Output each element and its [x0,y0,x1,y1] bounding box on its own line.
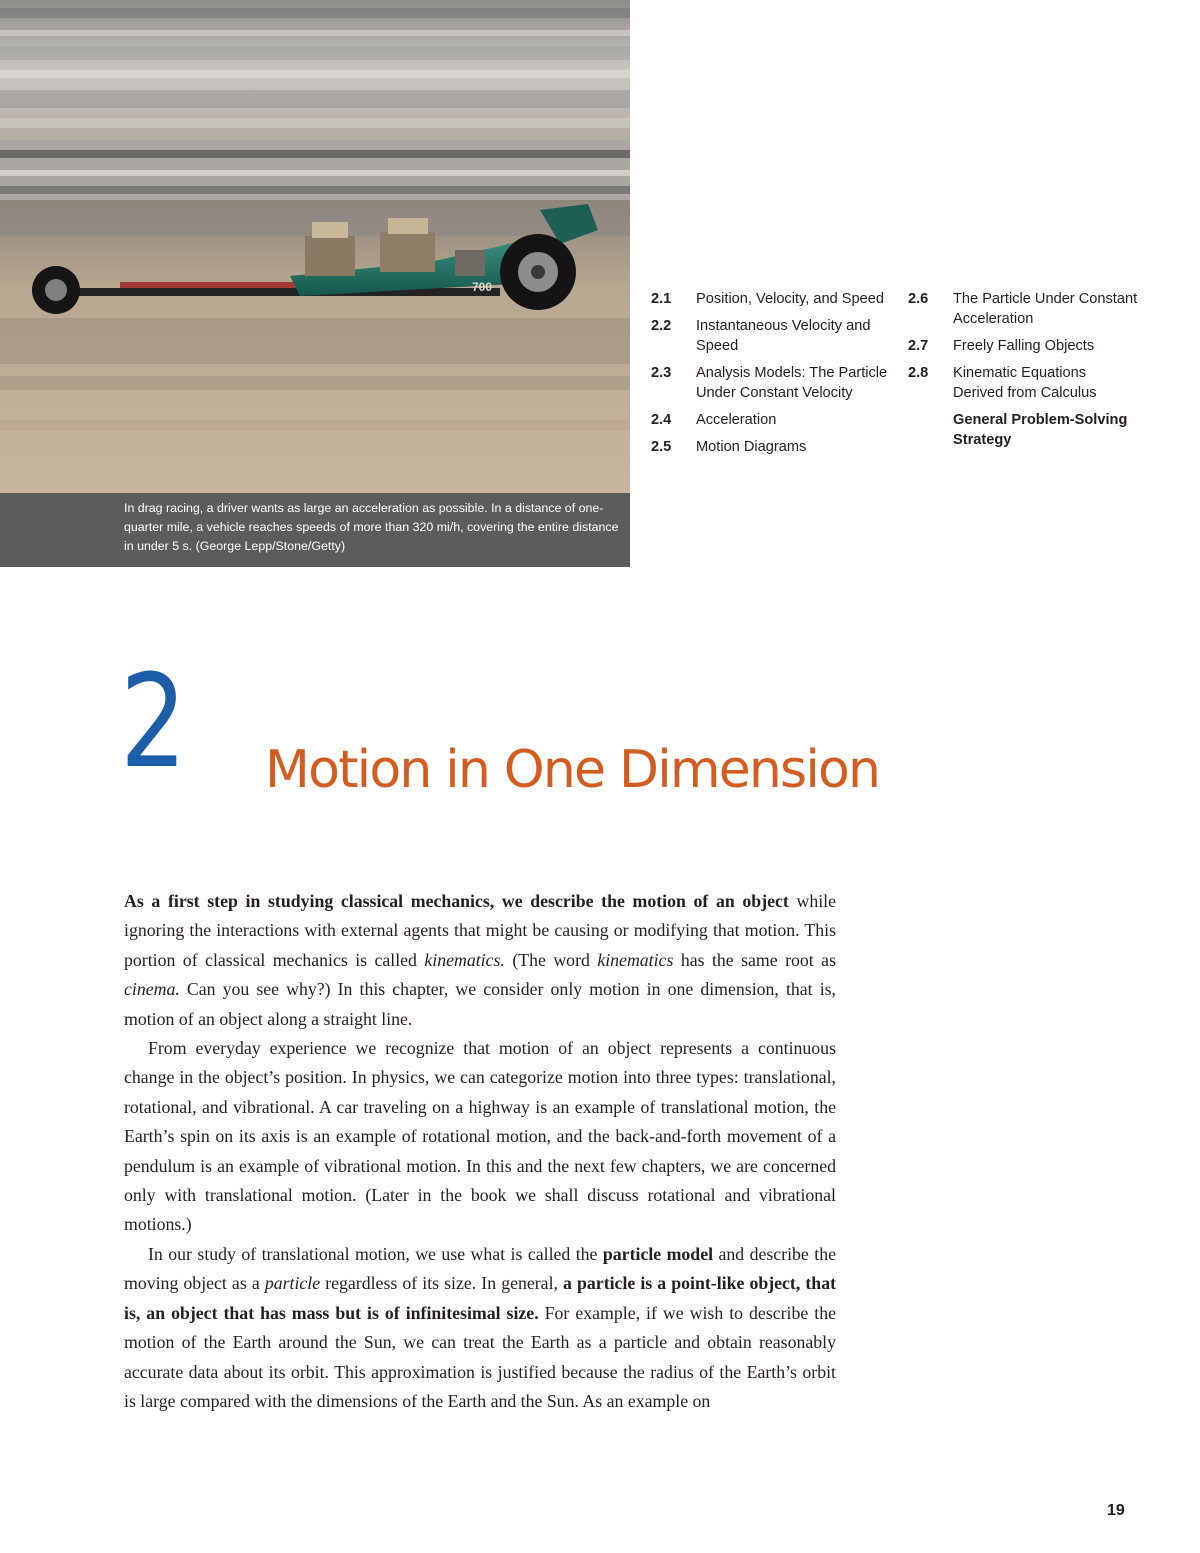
toc-entry [908,336,1138,356]
toc-entry [651,289,891,309]
toc-title: Acceleration [696,412,777,428]
text-run: and describe the moving object as a [124,1243,836,1294]
text-run: cinema. [124,979,180,1000]
toc-entry [651,410,891,430]
paragraph [124,1240,836,1416]
text-run: while ignoring the interactions with external agents that might be causing or modifying that motion. This portion of classical mechanics is called [124,891,836,970]
toc-title: Freely Falling Objects [953,338,1095,354]
text-run: For example, if we wish to describe the motion of the Earth around the Sun, we can treat the Earth as a particle and obtain reasonably accurate data about its orbit. This approximation is justified because the radius of the Earth’s orbit is large compared with the dimensions of the Earth and the Sun. As an example on [124,1302,837,1411]
contents-column-1 [651,289,891,464]
text-run: a particle is a point-like object, that is, an object that has mass but is of infinitesimal size. [124,1273,837,1323]
toc-entry [908,363,1138,403]
text-run: particle [264,1273,321,1294]
page-number: 19 [1107,1502,1125,1519]
text-run: has the same root as [673,949,836,970]
toc-title: Instantaneous Velocity and Speed [696,318,871,354]
toc-entry [651,437,891,457]
toc-title: Position, Velocity, and Speed [696,291,884,307]
toc-title: Analysis Models: The Particle Under Constant Velocity [696,365,888,401]
toc-number: 2.6 [908,291,929,307]
contents-column-2 [908,289,1138,450]
text-run: kinematics. [424,949,505,970]
text-run: From everyday experience we recognize that motion of an object represents a continuous change in the object’s position. In physics, we can categorize motion into three types: translational, rotational, and vibrational. A car traveling on a highway is an example of translational motion, the Earth’s spin on its axis is an example of rotational motion, and the back-and-forth movement of a pendulum is an example of vibrational motion. In this and the next few chapters, we are concerned only with translational motion. (Later in the book we shall discuss rotational and vibrational motions.) [124,1038,836,1235]
chapter-body [124,887,836,1416]
toc-number: 2.1 [651,291,672,307]
toc-strategy-entry: General Problem-Solving Strategy [953,412,1128,448]
text-run: regardless of its size. In general, [320,1273,564,1294]
toc-number: 2.7 [908,338,929,354]
photo-caption: In drag racing, a driver wants as large an acceleration as possible. In a distance of one-quarter mile, a vehicle reaches speeds of more than 320 mi/h, covering the entire distance in under 5 s. (George Lepp/Stone/Getty) [124,501,619,553]
toc-title: Motion Diagrams [696,439,807,455]
toc-number: 2.4 [651,412,672,428]
paragraph [124,1034,836,1240]
paragraph [124,887,836,1034]
text-run: particle model [602,1243,714,1264]
car-number: 700 [472,280,493,294]
text-run: As a first step in studying classical mechanics, we describe the motion of an object [124,891,789,911]
toc-title: Kinematic Equations Derived from Calculus [953,365,1097,401]
toc-number: 2.3 [651,365,672,381]
text-run: In our study of translational motion, we use what is called the [148,1243,603,1264]
toc-title: The Particle Under Constant Acceleration [953,291,1138,327]
toc-number: 2.2 [651,318,672,334]
drag-racer-photo-illustration [0,0,630,567]
toc-entry [651,316,891,356]
toc-entry [908,289,1138,329]
text-run: Can you see why?) In this chapter, we consider only motion in one dimension, that is, motion of an object along a straight line. [124,979,836,1029]
text-run: (The word [504,949,598,970]
toc-number: 2.5 [651,439,672,455]
toc-number: 2.8 [908,365,929,381]
chapter-opener-photo [0,0,630,567]
chapter-title: Motion in One Dimension [265,740,880,800]
toc-entry [651,363,891,403]
chapter-number: 2 [120,648,187,797]
text-run: kinematics [597,949,674,970]
